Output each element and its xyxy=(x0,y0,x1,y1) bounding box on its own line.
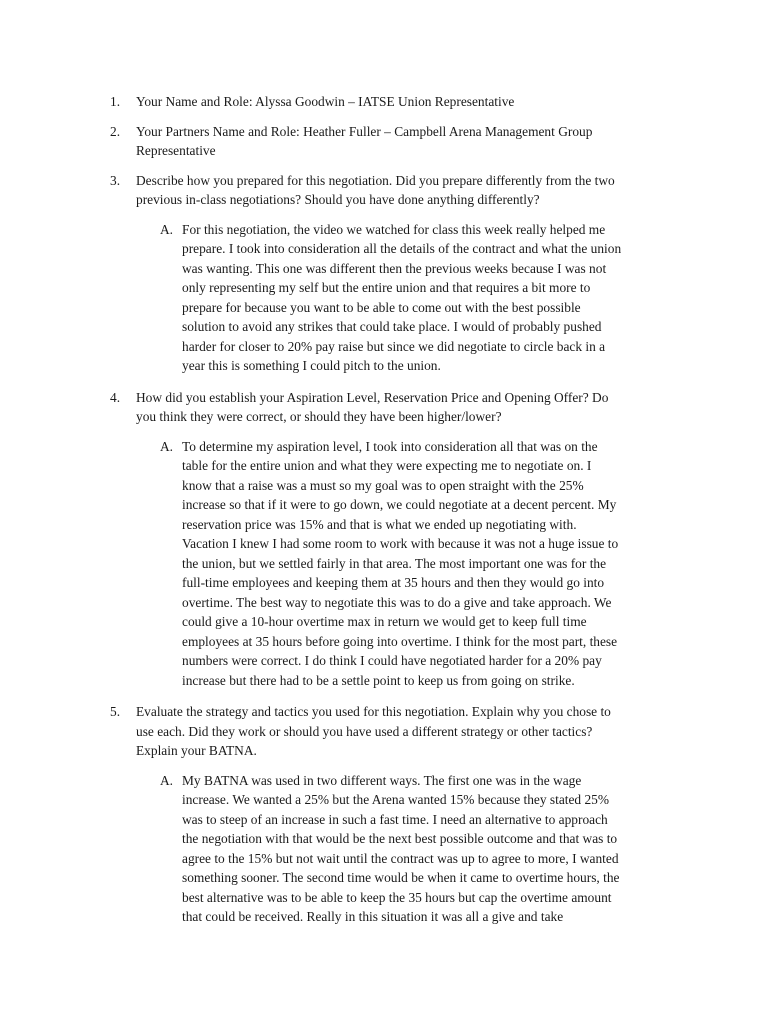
answer-line: harder for closer to 20% pay raise but since we did negotiate to circle back in a xyxy=(182,338,606,354)
question-line: Your Name and Role: Alyssa Goodwin – IATSE Union Representative xyxy=(136,94,515,109)
answer-block-4 xyxy=(160,437,672,691)
answer-line: overtime. The best way to negotiate this was to do a give and take approach. We xyxy=(182,594,612,610)
answer-line: prepare. I took into consideration all the details of the contract and what the union xyxy=(182,241,622,256)
question-line: Describe how you prepared for this negotiation. Did you prepare differently from the two xyxy=(136,172,615,188)
question-line: use each. Did they work or should you have used a different strategy or other tactics? xyxy=(136,723,593,739)
answer-letter: A. xyxy=(160,438,174,454)
answer-letter: A. xyxy=(160,221,174,237)
answer-line: something sooner. The second time would be when it came to overtime hours, the xyxy=(182,870,620,885)
answer-line: employees at 35 hours before going into overtime. I think for the most part, these xyxy=(182,633,618,649)
answer-line: increase. We wanted a 25% but the Arena wanted 15% because they stated 25% xyxy=(182,792,610,807)
answer-text xyxy=(182,437,672,691)
question-item-1 xyxy=(110,92,672,112)
question-number: 5. xyxy=(110,704,121,719)
question-text xyxy=(136,92,672,112)
answer-line: was to steep of an increase in such a fast time. I need an alternative to approach xyxy=(182,811,608,827)
question-number: 3. xyxy=(110,172,121,188)
answer-text xyxy=(182,771,672,927)
answer-line: numbers were correct. I do think I could have negotiated harder for a 20% pay xyxy=(182,653,602,668)
answer-line: only representing my self but the entire union and that requires a bit more to xyxy=(182,280,591,295)
question-line: you think they were correct, or should they have been higher/lower? xyxy=(136,409,502,424)
question-line: Your Partners Name and Role: Heather Fuller – Campbell Arena Management Group xyxy=(136,123,593,139)
answer-line: solution to avoid any strikes that could take place. I would of probably pushed xyxy=(182,319,602,334)
question-number: 2. xyxy=(110,123,121,139)
question-line: Explain your BATNA. xyxy=(136,743,257,758)
answer-line: year this is something I could pitch to the union. xyxy=(182,358,441,373)
question-list xyxy=(110,92,672,927)
answer-line: reservation price was 15% and that is what we ended up negotiating with. xyxy=(182,516,577,532)
question-number: 1. xyxy=(110,94,121,109)
answer-line: was wanting. This one was different then the previous weeks because I was not xyxy=(182,260,607,276)
answer-line: My BATNA was used in two different ways. The first one was in the wage xyxy=(182,772,582,788)
answer-line: the negotiation with that would be the next best possible outcome and that was to xyxy=(182,831,618,846)
question-number: 4. xyxy=(110,389,121,405)
answer-line: the union, but we settled fairly in that area. The most important one was for the xyxy=(182,555,607,571)
answer-line: best alternative was to be able to keep the 35 hours but cap the overtime amount xyxy=(182,889,612,905)
answer-line: increase so that if it were to go down, we could negotiate at a decent percent. My xyxy=(182,497,617,512)
answer-line: full-time employees and keeping them at 35 hours and then they would go into xyxy=(182,575,605,590)
answer-block-5 xyxy=(160,771,672,927)
answer-line: Vacation I knew I had some room to work with because it was not a huge issue to xyxy=(182,536,619,551)
question-line: previous in-class negotiations? Should you have done anything differently? xyxy=(136,192,540,207)
question-text xyxy=(136,702,672,761)
answer-line: that could be received. Really in this situation it was all a give and take xyxy=(182,909,564,924)
answer-line: know that a raise was a must so my goal was to open straight with the 25% xyxy=(182,477,584,493)
answer-letter: A. xyxy=(160,772,174,788)
question-item-3 xyxy=(110,171,672,210)
question-text xyxy=(136,171,672,210)
answer-line: For this negotiation, the video we watched for class this week really helped me xyxy=(182,221,606,237)
question-line: Evaluate the strategy and tactics you used for this negotiation. Explain why you chose to xyxy=(136,704,611,719)
answer-line: agree to the 15% but not wait until the contract was up to agree to more, I wanted xyxy=(182,850,619,866)
question-item-4 xyxy=(110,388,672,427)
answer-line: increase but there had to be a settle point to keep us from going on strike. xyxy=(182,672,575,688)
answer-line: To determine my aspiration level, I took into consideration all that was on the xyxy=(182,438,598,454)
question-line: How did you establish your Aspiration Level, Reservation Price and Opening Offer? Do xyxy=(136,389,609,405)
answer-line: table for the entire union and what they were expecting me to negotiate on. I xyxy=(182,458,592,473)
answer-line: prepare for because you want to be able to come out with the best possible xyxy=(182,299,581,315)
question-item-5 xyxy=(110,702,672,761)
question-text xyxy=(136,122,672,161)
answer-text xyxy=(182,220,672,376)
question-item-2 xyxy=(110,122,672,161)
answer-line: could give a 10-hour overtime max in return we would get to keep full time xyxy=(182,614,587,629)
question-line: Representative xyxy=(136,143,216,158)
answer-block-3 xyxy=(160,220,672,376)
question-text xyxy=(136,388,672,427)
